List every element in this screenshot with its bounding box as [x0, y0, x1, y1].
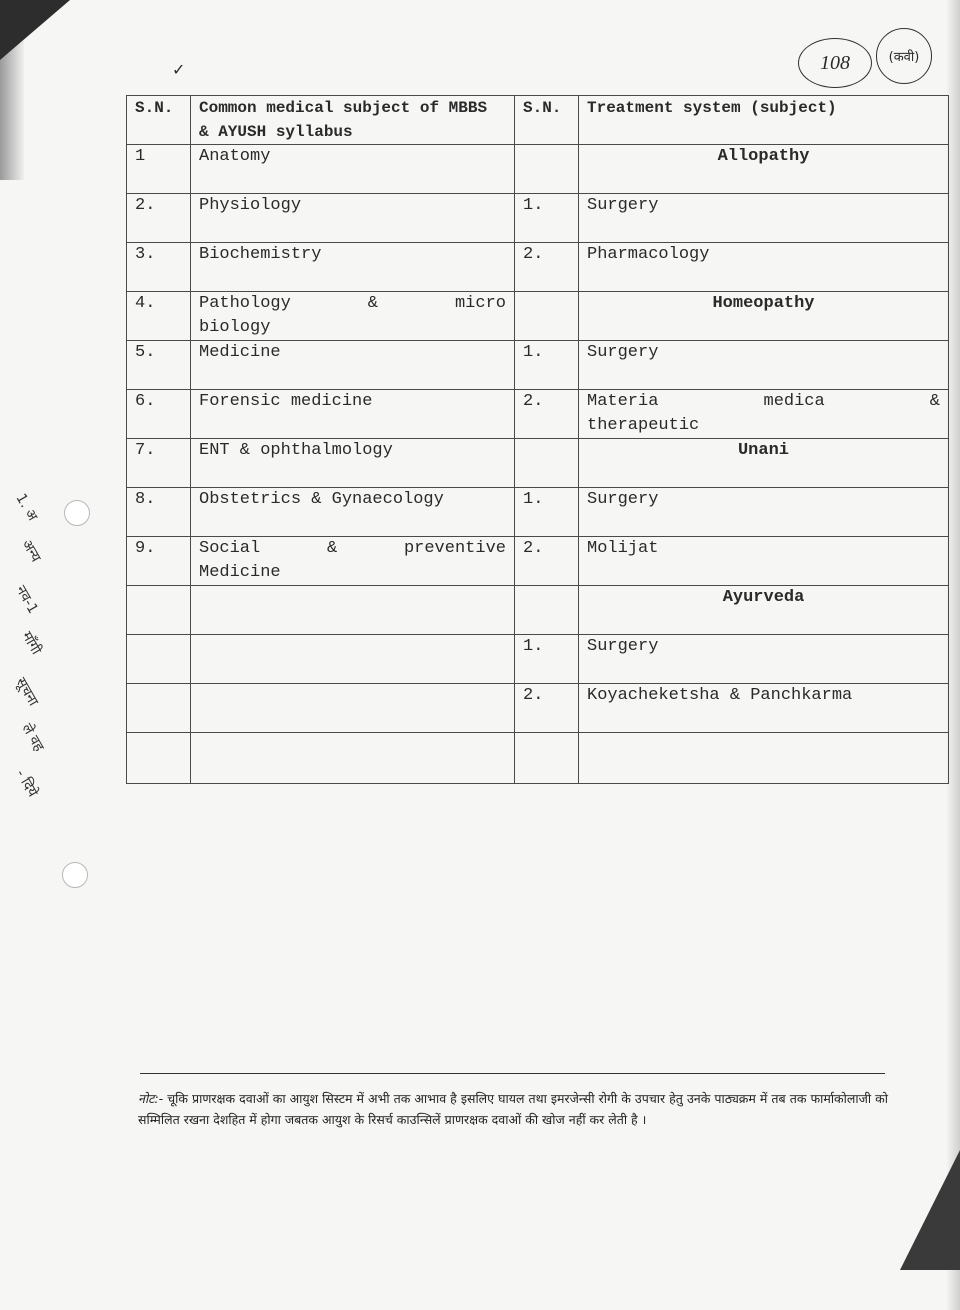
row-treatment-sn	[515, 145, 579, 194]
row-sn	[127, 733, 191, 784]
header-treatment-system: Treatment system (subject)	[579, 96, 949, 145]
header-common-subject: Common medical subject of MBBS & AYUSH syllabus	[191, 96, 515, 145]
scan-corner-shadow-bottom-right	[900, 1150, 960, 1270]
margin-note: 1. अ	[12, 491, 41, 524]
subject-word: &	[326, 539, 338, 558]
row-sn	[127, 635, 191, 684]
margin-note: सूचना	[12, 675, 42, 709]
row-sn	[127, 586, 191, 635]
table-row	[127, 586, 949, 635]
subject-line-2: biology	[199, 318, 271, 337]
row-subject	[191, 684, 515, 733]
row-treatment: Surgery	[579, 341, 949, 390]
margin-note: नव-1	[12, 583, 42, 617]
row-treatment: Koyacheketsha & Panchkarma	[579, 684, 949, 733]
row-treatment-sn: 2.	[515, 684, 579, 733]
row-treatment-sn: 1.	[515, 194, 579, 243]
row-sn	[127, 684, 191, 733]
pen-tick-mark: ✓	[172, 60, 186, 79]
row-treatment: Pharmacology	[579, 243, 949, 292]
row-treatment-sn	[515, 733, 579, 784]
punch-hole-lower	[62, 862, 88, 888]
footer-rule	[140, 1073, 885, 1074]
row-sn: 3.	[127, 243, 191, 292]
row-treatment-sn: 1.	[515, 341, 579, 390]
treatment-system-heading: Homeopathy	[579, 292, 949, 341]
header-sn-2: S.N.	[515, 96, 579, 145]
table-row	[127, 145, 949, 194]
margin-note: अन्य	[18, 537, 44, 565]
row-subject	[191, 733, 515, 784]
row-treatment-sn	[515, 292, 579, 341]
table-row	[127, 635, 949, 684]
subjects-table	[126, 95, 949, 784]
row-sn: 4.	[127, 292, 191, 341]
margin-note: ले वह	[18, 721, 47, 755]
treatment-system-heading: Unani	[579, 439, 949, 488]
treatment-system-heading: Allopathy	[579, 145, 949, 194]
treatment-line-2: therapeutic	[587, 416, 700, 435]
header-sn-1: S.N.	[127, 96, 191, 145]
row-treatment: Surgery	[579, 635, 949, 684]
subject-word: Social	[199, 539, 261, 558]
subject-word: preventive	[403, 539, 506, 558]
row-subject	[191, 292, 515, 341]
row-subject: Obstetrics & Gynaecology	[191, 488, 515, 537]
margin-note: - दिये	[12, 767, 41, 800]
row-sn: 1	[127, 145, 191, 194]
row-treatment-sn: 2.	[515, 243, 579, 292]
page-number: 108	[798, 38, 872, 88]
table-row	[127, 684, 949, 733]
table-row	[127, 439, 949, 488]
table-row	[127, 733, 949, 784]
row-treatment	[579, 733, 949, 784]
row-subject	[191, 586, 515, 635]
row-subject: Physiology	[191, 194, 515, 243]
row-treatment-sn	[515, 439, 579, 488]
treatment-word: Materia	[587, 392, 659, 411]
page-number-stamp	[798, 28, 938, 88]
row-treatment-sn	[515, 586, 579, 635]
row-subject: Forensic medicine	[191, 390, 515, 439]
table-row	[127, 488, 949, 537]
table-row	[127, 243, 949, 292]
subject-word: &	[367, 294, 378, 313]
treatment-system-heading: Ayurveda	[579, 586, 949, 635]
subject-word: Pathology	[199, 294, 291, 313]
footer-note	[138, 1088, 888, 1130]
table-row	[127, 194, 949, 243]
row-subject: Anatomy	[191, 145, 515, 194]
footer-note-text: चूकि प्राणरक्षक दवाओं का आयुश सिस्टम में अभी तक आभाव है इसलिए घायल तथा इमरजेन्सी रोगी के उपचार हेतु उनके पाठ्यक्रम में तब तक फार्माकोलाजी को सम्मिलित रखना देशहित में होगा जबतक आयुश के रिसर्च काउन्सिलें प्राणरक्षक दवाओं की खोज नहीं कर लेती है ।	[138, 1091, 888, 1127]
row-subject	[191, 635, 515, 684]
row-subject	[191, 537, 515, 586]
subject-word: micro	[454, 294, 506, 313]
table-row	[127, 292, 949, 341]
table-header-row	[127, 96, 949, 145]
subject-line-2: Medicine	[199, 563, 281, 582]
row-subject: Medicine	[191, 341, 515, 390]
stamp-mark: (कवी)	[876, 28, 932, 84]
row-sn: 7.	[127, 439, 191, 488]
margin-handwritten-notes	[12, 490, 80, 820]
row-treatment: Surgery	[579, 488, 949, 537]
row-sn: 5.	[127, 341, 191, 390]
row-treatment	[579, 390, 949, 439]
row-sn: 6.	[127, 390, 191, 439]
row-treatment-sn: 1.	[515, 635, 579, 684]
table-row	[127, 341, 949, 390]
row-subject: Biochemistry	[191, 243, 515, 292]
table-row	[127, 537, 949, 586]
treatment-word: medica	[763, 392, 825, 411]
row-sn: 9.	[127, 537, 191, 586]
row-treatment-sn: 1.	[515, 488, 579, 537]
row-treatment-sn: 2.	[515, 537, 579, 586]
treatment-word: &	[929, 392, 940, 411]
row-subject: ENT & ophthalmology	[191, 439, 515, 488]
scan-corner-shadow-top-left	[0, 0, 70, 60]
row-treatment: Molijat	[579, 537, 949, 586]
table-row	[127, 390, 949, 439]
row-sn: 8.	[127, 488, 191, 537]
footer-note-label: नोट:-	[138, 1091, 164, 1106]
row-sn: 2.	[127, 194, 191, 243]
row-treatment-sn: 2.	[515, 390, 579, 439]
margin-note: माँगी	[18, 629, 45, 658]
row-treatment: Surgery	[579, 194, 949, 243]
